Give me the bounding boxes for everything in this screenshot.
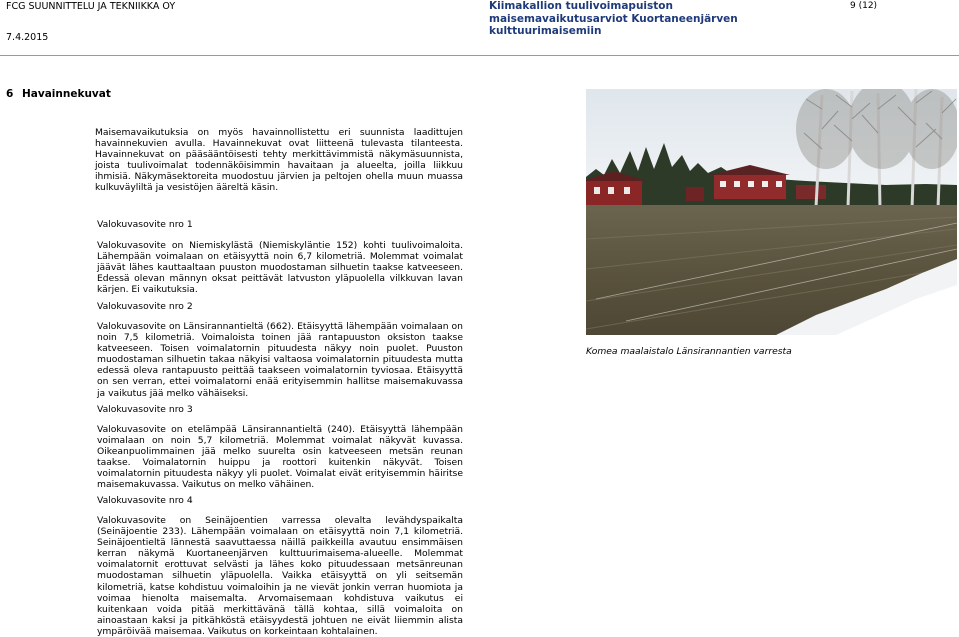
subsection-heading-1: Valokuvasovite nro 1 xyxy=(97,219,193,230)
subsection-heading-4: Valokuvasovite nro 4 xyxy=(97,495,193,506)
title-line-2: maisemavaikutusarviot Kuortaneenjärven xyxy=(489,12,738,25)
subsection-text-4: Valokuvasovite on Seinäjoentien varressa olevalta levähdyspaikalta (Seinäjoentie 233). Lähempään voimalaan on etäisyyttä noin 7,1 kilometriä. Seinäjoentieltä lännestä saavuttaessa näillä paikkeilla avautuu ensimmäisen kerran näkymä Kuortaneenjärven kulttuurimaisema-alueelle. Molemmat voimalatornit erottuvat selvästi ja lähes koko pituudessaan metsänreunan muodostaman silhuetin yläpuolella. Vaikka etäisyyttä on yli seitsemän kilometriä, katse kohdistuu voimaloihin ja ne vievät jonkin verran huomiota ja voimaa hienolta maisemalta. Arvomaisemaan kohdistuva vaikutus ei kuitenkaan voida pitää merkittävänä tällä kohtaa, sillä voimaloita on ainoastaan kaksi ja pitkähköstä etäisyydestä johtuen ne eivät liiemmin alista ympäröivää maisemaa. Vaikutus on korkeintaan kohtalainen. xyxy=(97,515,463,637)
page-number: 9 (12) xyxy=(850,1,878,11)
document-date: 7.4.2015 xyxy=(6,32,49,43)
company-name: FCG SUUNNITTELU JA TEKNIIKKA OY xyxy=(6,1,176,12)
document-title xyxy=(489,0,738,38)
header-divider xyxy=(0,55,959,56)
subsection-text-3: Valokuvasovite on etelämpää Länsirannantieltä (240). Etäisyyttä lähempään voimalaan on noin 5,7 kilometriä. Molemmat voimalat näkyvät kuvassa. Oikeanpuolimmainen jää melko suurelta osin katveeseen metsän reunan taakse. Voimalatornin huippu ja roottori kuitenkin näkyvät. Toisen voimalatornin pituudesta näkyy yli puolet. Voimalat eivät erityisemmin häiritse maisemakuvassa. Vaikutus on melko vähäinen. xyxy=(97,424,463,491)
intro-paragraph: Maisemavaikutuksia on myös havainnollistettu eri suunnista laadittujen havainnekuvien avulla. Havainnekuvat ovat liitteenä tulevasta tilanteesta. Havainnekuvat on pääsääntöisesti tehty merkittävimmistä näkymäsuunnista, joista tuulivoimalat todennäköisimmin havaitaan ja alueelta, joilla liikkuu ihmisiä. Näkymäsektoreita muodostuu järvien ja peltojen ohella muun muassa kulkuväyliltä ja vesistöjen ääreltä käsin. xyxy=(95,127,463,194)
subsection-text-1: Valokuvasovite on Niemiskylästä (Niemiskyläntie 152) kohti tuulivoimaloita. Lähempään voimalaan on etäisyyttä noin 6,7 kilometriä. Molemmat voimalat jäävät lähes kauttaaltaan puuston muodostaman silhuetin taakse katveeseen. Edessä olevan männyn oksat peittävät latvuston yläpuolella vilkkuvan lavan kärjen. Ei vaikutuksia. xyxy=(97,240,463,296)
photo-caption: Komea maalaistalo Länsirannantien varresta xyxy=(586,346,792,357)
header-left xyxy=(6,0,175,44)
subsection-text-2: Valokuvasovite on Länsirannantieltä (662). Etäisyyttä lähempään voimalaan on noin 7,5 kilometriä. Voimaloista toinen jää rantapuuston oksiston taakse katveeseen. Toisen voimalatornin pituudesta näkyy noin puolet. Puuston muodostaman silhuetin takaa näkyisi valtaosa voimalatornin pituudesta mutta edessä oleva rantapuusto peittää taakseen voimalatornin tyviosaa. Etäisyyttä on sen verran, ettei voimalatorni enää erityisemmin hallitse maisemakuvassa ja vaikutus jää melko vähäiseksi. xyxy=(97,321,463,399)
section-heading xyxy=(6,88,111,100)
landscape-photo xyxy=(586,89,957,335)
subsection-heading-2: Valokuvasovite nro 2 xyxy=(97,301,193,312)
title-line-1: Kiimakallion tuulivoimapuiston xyxy=(489,0,673,12)
section-number: 6 xyxy=(6,88,14,100)
subsection-heading-3: Valokuvasovite nro 3 xyxy=(97,404,193,415)
section-title: Havainnekuvat xyxy=(22,88,111,100)
title-line-3: kulttuurimaisemiin xyxy=(489,25,602,37)
